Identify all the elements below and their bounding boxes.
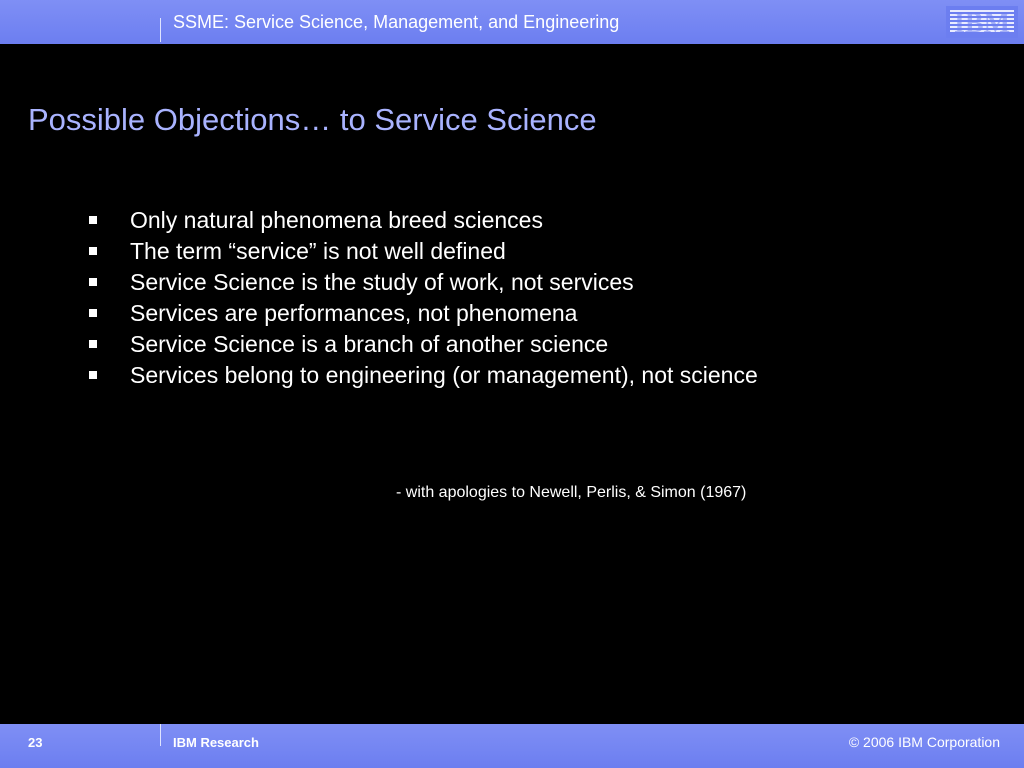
footer-divider [160, 724, 161, 746]
bullet-list [86, 205, 758, 391]
bullet-item [86, 329, 758, 360]
square-bullet-icon [89, 340, 97, 348]
square-bullet-icon [89, 216, 97, 224]
footer-bar [0, 724, 1024, 768]
square-bullet-icon [89, 309, 97, 317]
footer-copyright: © 2006 IBM Corporation [848, 734, 1000, 750]
slide-title: Possible Objections… to Service Science [28, 102, 597, 137]
square-bullet-icon [89, 278, 97, 286]
bullet-text: Services belong to engineering (or management), not science [130, 362, 758, 388]
bullet-text: Services are performances, not phenomena [130, 300, 578, 326]
bullet-item [86, 236, 758, 267]
header-divider [160, 18, 161, 42]
square-bullet-icon [89, 371, 97, 379]
attribution-text: - with apologies to Newell, Perlis, & Simon (1967) [396, 484, 747, 501]
ibm-logo-icon [946, 6, 1018, 38]
bullet-item [86, 298, 758, 329]
bullet-item [86, 360, 758, 391]
page-number: 23 [28, 735, 43, 750]
square-bullet-icon [89, 247, 97, 255]
footer-organization: IBM Research [173, 735, 259, 750]
bullet-text: The term “service” is not well defined [130, 238, 506, 264]
bullet-text: Service Science is a branch of another science [130, 331, 609, 357]
bullet-item [86, 205, 758, 236]
bullet-text: Only natural phenomena breed sciences [130, 207, 543, 233]
bullet-text: Service Science is the study of work, not services [130, 269, 634, 295]
bullet-item [86, 267, 758, 298]
svg-text:IBM: IBM [954, 8, 1010, 38]
header-title: SSME: Service Science, Management, and Engineering [173, 12, 620, 32]
header-bar [0, 0, 1024, 44]
